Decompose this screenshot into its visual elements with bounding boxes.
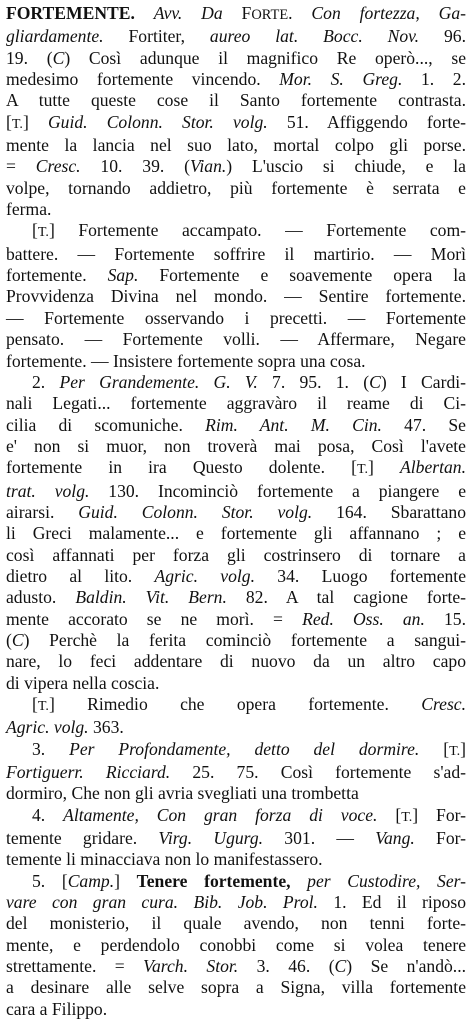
text-line: 5. [Camp.] Tenere fortemente, per Custodire, Ser- — [32, 870, 466, 891]
text-line: (C) Perchè la ferita cominciò fortemente a sangui- — [6, 629, 466, 650]
text-line: medesimo fortemente vincendo. Mor. S. Greg. 1. 2. — [6, 69, 466, 90]
text-line: volpe, tornando addietro, più fortemente è serrata e — [6, 177, 466, 198]
text-line: A tutte queste cose il Santo fortemente contrasta. — [6, 90, 466, 111]
text-line: mente la lancia nel suo lato, mortal colpo gli porse. — [6, 135, 466, 156]
text-line: cara a Filippo. — [6, 998, 108, 1019]
text-line: li Greci malamente... e fortemente gli affannano ; e — [6, 523, 466, 544]
text-line: di vipera nella coscia. — [6, 672, 160, 693]
text-line: airarsi. Guid. Colonn. Stor. volg. 164. Sbarattano — [6, 501, 466, 522]
text-line: = Cresc. 10. 39. (Vian.) L'uscio si chiude, e la — [6, 156, 466, 177]
text-line: mente accorato se ne morì. = Red. Oss. an. 15. — [6, 608, 466, 629]
text-line: — Fortemente osservando i precetti. — Fortemente — [6, 307, 466, 328]
text-line: cilia di scomuniche. Rim. Ant. M. Cin. 47. Se — [6, 414, 466, 435]
text-line: del monisterio, il quale avendo, non tenni forte- — [6, 913, 466, 934]
text-line: [T.] Fortemente accampato. — Fortemente com- — [32, 220, 466, 241]
text-line: [T.] Rimedio che opera fortemente. Cresc. — [32, 694, 466, 714]
text-line: 19. (C) Così adunque il magnifico Re operò..., se — [6, 47, 467, 68]
text-line: adusto. Baldin. Vit. Bern. 82. A tal cagione forte- — [6, 587, 467, 608]
text-line: gliardamente. Fortiter, aureo lat. Bocc. Nov. 96. — [6, 26, 467, 47]
text-line: dormiro, Che non gli avria svegliati una trombetta — [6, 783, 359, 804]
text-line: pensato. — Fortemente volli. — Affermare, Negare — [6, 329, 466, 350]
text-line: Fortiguerr. Ricciard. 25. 75. Così fortemente s'ad- — [6, 762, 466, 783]
text-line: trat. volg. 130. Incominciò fortemente a piangere e — [6, 480, 467, 501]
text-line: temente gridare. Virg. Ugurg. 301. — Vang. For- — [6, 828, 466, 849]
text-line: a desinare alle selve sopra a Signa, villa fortemente — [6, 977, 466, 998]
text-line: vare con gran cura. Bib. Job. Prol. 1. Ed il riposo — [6, 892, 466, 913]
text-line: battere. — Fortemente soffrire il martirio. — Morì — [6, 243, 466, 264]
text-line: così affannati per forza gli costrinsero di tornare a — [6, 544, 466, 565]
text-line: nare, lo feci addentare di nuovo da un altro capo — [6, 651, 466, 672]
text-line: mente, e perdendolo conobbi come si volea tenere — [6, 934, 466, 955]
text-line: temente li minacciava non lo manifestassero. — [6, 849, 323, 870]
text-line: FORTEMENTE. Avv. Da FORTE. Con fortezza, Ga- — [6, 3, 466, 23]
text-line: e' non si muor, non troverà mai posa, Così l'avete — [6, 435, 466, 456]
text-line: [T.] Guid. Colonn. Stor. volg. 51. Affiggendo forte- — [6, 111, 466, 132]
text-line: dietro al lito. Agric. volg. 34. Luogo fortemente — [6, 565, 467, 586]
text-line: Provvidenza Divina nel mondo. — Sentire fortemente. — [6, 286, 466, 307]
text-line: 3. Per Profondamente, detto del dormire. [T.] — [32, 738, 467, 759]
text-line: strettamente. = Varch. Stor. 3. 46. (C) Se n'andò... — [6, 956, 466, 977]
text-line: fortemente. Sap. Fortemente e soavemente opera la — [6, 265, 466, 286]
text-line: Agric. volg. 363. — [6, 717, 124, 738]
text-line: 4. Altamente, Con gran forza di voce. [T.] For- — [32, 804, 466, 825]
text-line: 2. Per Grandemente. G. V. 7. 95. 1. (C) I Cardi- — [32, 371, 466, 392]
dictionary-entry — [6, 3, 466, 1020]
text-line: fortemente. — Insistere fortemente sopra una cosa. — [6, 350, 366, 371]
text-line: nali Legati... fortemente aggravàro il reame di Ci- — [6, 393, 466, 414]
text-line: fortemente in ira Questo dolente. [T.] Albertan. — [6, 457, 466, 478]
text-line: ferma. — [6, 199, 52, 220]
